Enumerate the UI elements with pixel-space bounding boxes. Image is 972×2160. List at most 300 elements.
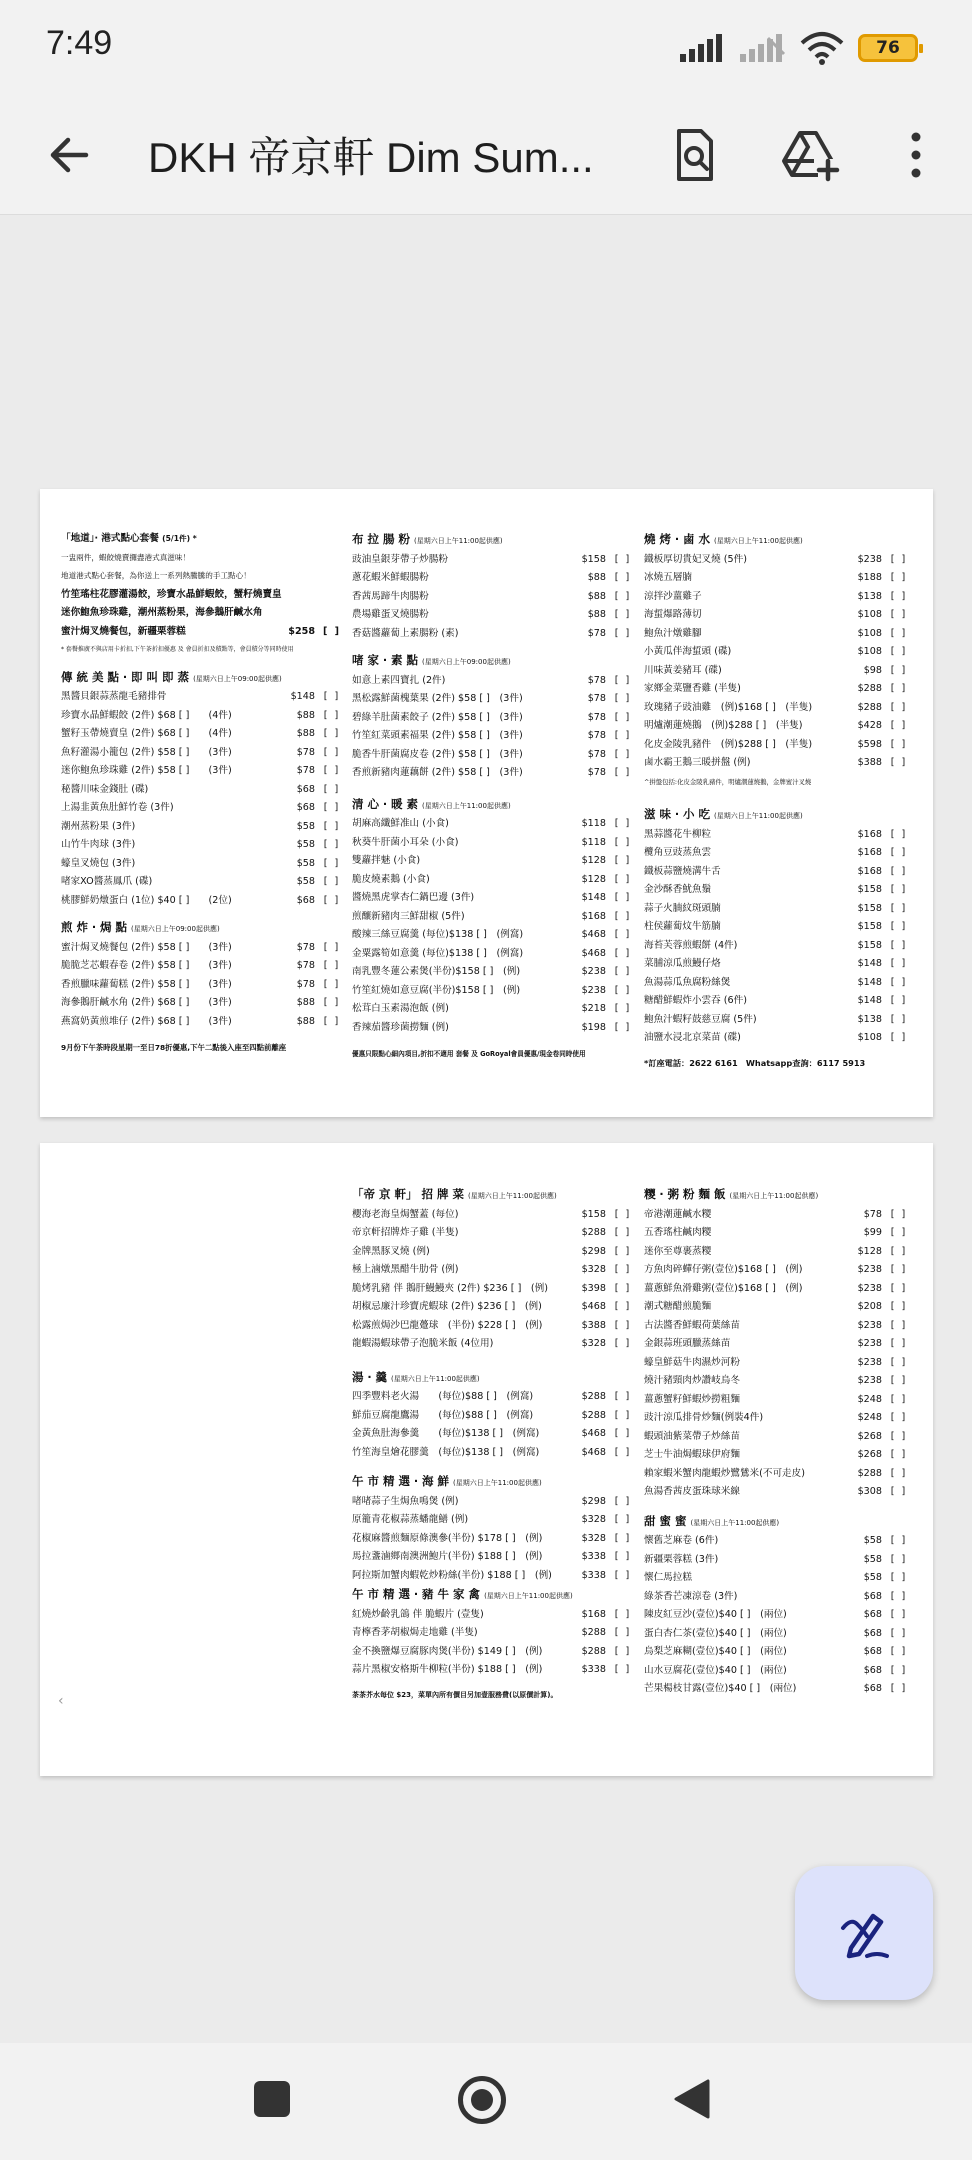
back-arrow-icon[interactable] (42, 125, 102, 185)
item-checkbox[interactable]: [ ] (323, 783, 341, 795)
menu-item (352, 709, 640, 728)
item-price: $288 (857, 701, 882, 713)
recent-apps-icon[interactable] (254, 2081, 290, 2117)
item-checkbox[interactable]: [ ] (614, 627, 632, 639)
item-name: 金沙酥香魷魚鬚 (644, 884, 712, 895)
menu-item (352, 1261, 640, 1280)
platter-note: ^拼盤包括:化皮金陵乳豬件，明爐潮蓮燒鵝，金牌蜜汁叉燒 (644, 777, 812, 786)
menu-list (61, 939, 349, 1032)
item-checkbox[interactable]: [ ] (890, 939, 908, 951)
item-checkbox[interactable]: [ ] (614, 748, 632, 760)
item-checkbox[interactable]: [ ] (890, 1282, 908, 1294)
item-checkbox[interactable]: [ ] (890, 1449, 908, 1460)
item-price: $148 (290, 691, 315, 702)
menu-item (61, 939, 349, 958)
menu-item (352, 672, 640, 691)
menu-item (61, 976, 349, 995)
item-checkbox[interactable]: [ ] (890, 1208, 908, 1220)
item-checkbox[interactable]: [ ] (323, 728, 341, 739)
item-checkbox[interactable]: [ ] (323, 691, 341, 702)
item-price: $158 (581, 553, 606, 565)
item-name: 紅燒炒齡乳鴿 伴 脆蝦片 (壹隻) (352, 1608, 484, 1620)
item-name: 酸辣三絲豆腐羹 (每位)$138 [ ] (例窩) (352, 929, 524, 940)
pdf-page-1[interactable] (40, 489, 933, 1117)
item-checkbox[interactable]: [ ] (614, 767, 632, 778)
item-checkbox[interactable]: [ ] (890, 683, 908, 694)
item-checkbox[interactable]: [ ] (890, 1356, 908, 1368)
item-checkbox[interactable]: [ ] (614, 1003, 632, 1014)
menu-column-3 (644, 1185, 916, 1699)
item-checkbox[interactable]: [ ] (323, 894, 341, 906)
item-checkbox[interactable]: [ ] (614, 947, 632, 959)
item-name: 魚湯香茜皮蛋珠球米線 (644, 1486, 740, 1497)
menu-item (352, 1388, 640, 1407)
item-name: 芒果楊枝甘露(壹位)$40 [ ] (兩位) (644, 1683, 797, 1694)
item-name: 綠茶香芒凍涼卷 (3件) (644, 1590, 738, 1602)
item-checkbox[interactable]: [ ] (890, 1683, 908, 1694)
item-name: 方魚肉碎蟬仔粥(壹位)$168 [ ] (例) (644, 1264, 803, 1275)
menu-item (352, 1019, 640, 1038)
item-checkbox[interactable]: [ ] (614, 1645, 632, 1657)
menu-item (644, 1391, 916, 1410)
item-checkbox[interactable]: [ ] (890, 1393, 908, 1405)
item-checkbox[interactable]: [ ] (890, 1572, 908, 1583)
item-checkbox[interactable]: [ ] (890, 1590, 908, 1602)
item-name: 烏梨芝麻糊(壹位)$40 [ ] (兩位) (644, 1646, 787, 1657)
item-checkbox[interactable]: [ ] (614, 892, 632, 903)
item-name: 胡麻高纖鮮准山 (小食) (352, 818, 449, 829)
menu-list (644, 551, 916, 773)
menu-item (644, 1029, 916, 1048)
item-checkbox[interactable]: [ ] (890, 1609, 908, 1620)
item-price: $88 (296, 728, 315, 739)
item-checkbox[interactable]: [ ] (323, 876, 341, 887)
item-name: 秋葵牛肝菌小耳朵 (小食) (352, 836, 459, 848)
menu-item (352, 963, 640, 982)
document-title: DKH 帝京軒 Dim Sum... (148, 134, 594, 181)
menu-item (61, 818, 349, 837)
menu-item (644, 1261, 916, 1280)
item-name: 醬燒黑虎掌杏仁鍋巴邊 (3件) (352, 892, 475, 903)
item-price: $238 (857, 553, 882, 565)
back-triangle-icon[interactable] (672, 2077, 712, 2121)
item-price: $148 (857, 958, 882, 969)
item-name: 珍寶水晶鮮蝦餃 (2件) $68 [ ] (4件) (61, 709, 232, 721)
item-name: 香辣茄醬珍菌撈麵 (例) (352, 1021, 449, 1033)
item-price: $238 (581, 984, 606, 996)
item-checkbox[interactable]: [ ] (890, 865, 908, 877)
menu-item (644, 1243, 916, 1262)
item-checkbox[interactable]: [ ] (890, 757, 908, 768)
item-name: 香煎臘味蘿蔔糕 (2件) $58 [ ] (3件) (61, 978, 232, 990)
item-checkbox[interactable]: [ ] (614, 1301, 632, 1312)
item-name: 金不換鹽爆豆腐豚肉煲(半份) $149 [ ] (例) (352, 1645, 543, 1657)
item-price: $58 (863, 1572, 882, 1583)
item-checkbox[interactable]: [ ] (890, 627, 908, 639)
item-name: 南乳豐冬蓮公素煲(半份)$158 [ ] (例) (352, 966, 521, 977)
item-checkbox[interactable]: [ ] (614, 674, 632, 686)
item-checkbox[interactable]: [ ] (323, 765, 341, 776)
item-checkbox[interactable]: [ ] (614, 1428, 632, 1439)
item-checkbox[interactable]: [ ] (614, 711, 632, 723)
section-title: 甜 蜜 蜜 (星期六日上午11:00起供應) (644, 1513, 780, 1528)
item-checkbox[interactable]: [ ] (890, 1032, 908, 1043)
menu-item (352, 871, 640, 890)
item-checkbox[interactable]: [ ] (614, 572, 632, 583)
status-time: 7:49 (46, 24, 113, 62)
item-name: 農場雞蛋叉燒腸粉 (352, 609, 429, 620)
item-checkbox[interactable]: [ ] (614, 1569, 632, 1581)
item-name: 魚籽灌湯小籠包 (2件) $58 [ ] (3件) (61, 746, 232, 758)
item-price: $148 (857, 995, 882, 1006)
item-checkbox[interactable]: [ ] (614, 929, 632, 940)
menu-item (352, 1661, 640, 1680)
item-checkbox[interactable]: [ ] (890, 1646, 908, 1657)
item-checkbox[interactable]: [ ] (890, 884, 908, 895)
item-price: $128 (581, 873, 606, 885)
item-name: 潮式糖醋煎脆麵 (644, 1301, 712, 1312)
item-name: 古法醬香鮮蝦荷葉絲苗 (644, 1319, 740, 1331)
item-checkbox[interactable]: [ ] (614, 873, 632, 885)
item-price: $168 (857, 865, 882, 877)
item-checkbox[interactable]: [ ] (614, 1608, 632, 1620)
item-price: $238 (857, 1338, 882, 1349)
item-price: $58 (863, 1553, 882, 1565)
item-price: $128 (581, 855, 606, 866)
item-price: $468 (581, 1301, 606, 1312)
menu-item (644, 625, 916, 644)
item-checkbox[interactable]: [ ] (614, 1208, 632, 1220)
item-checkbox[interactable]: [ ] (323, 709, 341, 721)
item-checkbox[interactable]: [ ] (323, 960, 341, 971)
item-name: 雙蘿拌魅 (小食) (352, 855, 421, 866)
menu-item (352, 1298, 640, 1317)
item-name: 馬拉盞滷鄉南澳洲鮑片(半份) $188 [ ] (例) (352, 1551, 543, 1562)
set-menu-title: 「地道」‧ 港式點心套餐 (5/1件) * (61, 533, 197, 544)
item-price: $78 (587, 748, 606, 760)
item-checkbox[interactable]: [ ] (890, 958, 908, 969)
item-name: 潮州蒸粉果 (3件) (61, 820, 136, 832)
menu-item (352, 945, 640, 964)
menu-item (644, 1465, 916, 1484)
item-price: $68 (863, 1609, 882, 1620)
menu-item (644, 1224, 916, 1243)
more-options-icon[interactable] (886, 125, 946, 185)
menu-item (644, 1409, 916, 1428)
item-checkbox[interactable]: [ ] (890, 1627, 908, 1639)
item-checkbox[interactable]: [ ] (614, 818, 632, 829)
menu-item (644, 754, 916, 773)
menu-item (61, 1013, 349, 1032)
menu-item (644, 863, 916, 882)
item-price: $98 (863, 664, 882, 676)
item-checkbox[interactable]: [ ] (614, 1664, 632, 1675)
item-checkbox[interactable]: [ ] (323, 1015, 341, 1027)
item-name: 薑蔥鮮魚滑雞粥(壹位)$168 [ ] (例) (644, 1282, 803, 1294)
item-checkbox[interactable]: [ ] (890, 828, 908, 840)
search-in-document-icon[interactable] (665, 125, 725, 185)
item-checkbox[interactable]: [ ] (323, 978, 341, 990)
item-name: 煎釀新豬肉三鮮甜椒 (5件) (352, 910, 465, 922)
item-checkbox[interactable]: [ ] (890, 720, 908, 731)
item-checkbox[interactable]: [ ] (890, 1375, 908, 1386)
item-price: $148 (581, 892, 606, 903)
annotate-button[interactable] (795, 1866, 933, 2000)
item-checkbox[interactable]: [ ] (890, 664, 908, 676)
status-icons (680, 28, 918, 68)
item-checkbox[interactable]: [ ] (890, 701, 908, 713)
item-price: $68 (863, 1590, 882, 1602)
item-checkbox[interactable]: [ ] (614, 730, 632, 741)
item-name: 海參鵝肝鹹水角 (2件) $68 [ ] (3件) (61, 997, 232, 1008)
menu-item (352, 1407, 640, 1426)
item-checkbox[interactable]: [ ] (323, 839, 341, 850)
item-checkbox[interactable]: [ ] (614, 1514, 632, 1525)
item-checkbox[interactable]: [ ] (614, 984, 632, 996)
item-checkbox[interactable]: [ ] (890, 921, 908, 932)
menu-item (644, 1446, 916, 1465)
menu-item (61, 762, 349, 781)
item-name: 極上滷燉黑醋牛肋骨 (例) (352, 1264, 459, 1275)
item-checkbox[interactable]: [ ] (614, 1532, 632, 1544)
item-price: $128 (857, 1245, 882, 1257)
item-name: 油鹽水浸北京菜苗 (碟) (644, 1032, 741, 1043)
menu-item (61, 799, 349, 818)
item-name: 金牌黑豚叉燒 (例) (352, 1245, 430, 1257)
status-bar (0, 0, 972, 95)
item-name: 鮑魚汁蝦籽鼓慈豆腐 (5件) (644, 1013, 757, 1025)
item-name: 芝士牛油焗蝦球伊府麵 (644, 1449, 740, 1460)
item-name: 帝港潮蓮鹹水糭 (644, 1208, 712, 1220)
item-checkbox[interactable]: [ ] (323, 941, 341, 953)
item-checkbox[interactable]: [ ] (890, 1664, 908, 1676)
item-price: $108 (857, 646, 882, 657)
item-checkbox[interactable]: [ ] (614, 693, 632, 704)
item-name: 啫家XO醬蒸鳳爪 (碟) (61, 876, 153, 887)
item-checkbox[interactable]: [ ] (890, 738, 908, 750)
item-checkbox[interactable]: [ ] (890, 1535, 908, 1546)
item-name: 燒汁豬頸肉炒讚岐烏冬 (644, 1375, 740, 1386)
item-price: $218 (581, 1003, 606, 1014)
item-checkbox[interactable]: [ ] (614, 1245, 632, 1257)
item-price: $88 (587, 572, 606, 583)
item-checkbox[interactable]: [ ] (890, 572, 908, 583)
menu-item (352, 1530, 640, 1549)
menu-column-3 (644, 530, 916, 1072)
item-checkbox[interactable]: [ ] (614, 1282, 632, 1294)
item-price: $78 (587, 627, 606, 639)
item-checkbox[interactable]: [ ] (614, 1627, 632, 1638)
menu-item (61, 836, 349, 855)
item-checkbox[interactable]: [ ] (614, 1409, 632, 1421)
menu-item (352, 569, 640, 588)
item-price: $78 (296, 978, 315, 990)
item-name: 蒜子火腩紋斑頭腩 (644, 902, 721, 914)
menu-item (644, 1280, 916, 1299)
item-price: $78 (863, 1208, 882, 1220)
item-checkbox[interactable]: [ ] (890, 1412, 908, 1423)
item-checkbox[interactable]: [ ] (890, 553, 908, 565)
item-price: $78 (296, 941, 315, 953)
item-checkbox[interactable]: [ ] (614, 1551, 632, 1562)
item-name: 青檸香茅胡椒焗走地雞 (半隻) (352, 1627, 478, 1638)
signal-icon (680, 34, 726, 62)
section-title: 清 心 ‧ 暖 素 (星期六日上午11:00起供應) (352, 796, 511, 811)
menu-list (352, 672, 640, 783)
item-checkbox[interactable]: [ ] (890, 609, 908, 620)
item-name: 川味黃姜豬耳 (碟) (644, 664, 722, 676)
menu-list (644, 1206, 916, 1502)
item-checkbox[interactable]: [ ] (614, 1319, 632, 1331)
menu-item (352, 727, 640, 746)
item-checkbox[interactable]: [ ] (890, 1430, 908, 1442)
item-checkbox[interactable]: [ ] (890, 902, 908, 914)
menu-item (644, 643, 916, 662)
item-checkbox[interactable]: [ ] (614, 910, 632, 922)
item-checkbox[interactable]: [ ] (614, 590, 632, 602)
signal-weak-icon (740, 34, 786, 62)
menu-item (352, 852, 640, 871)
item-price: $68 (296, 802, 315, 813)
menu-list (352, 1206, 640, 1354)
save-to-drive-icon[interactable] (780, 125, 840, 185)
menu-item (352, 1493, 640, 1512)
item-price: $468 (581, 1428, 606, 1439)
menu-item (644, 1643, 916, 1662)
item-price: $78 (296, 765, 315, 776)
item-checkbox[interactable]: [ ] (614, 1391, 632, 1402)
menu-item (644, 1588, 916, 1607)
menu-item (644, 1606, 916, 1625)
item-name: 山水豆腐花(壹位)$40 [ ] (兩位) (644, 1664, 787, 1676)
item-price: $158 (857, 939, 882, 951)
item-checkbox[interactable]: [ ] (614, 1021, 632, 1033)
item-name: 香菇醬蘿蔔上素腸粉 (素) (352, 627, 459, 639)
menu-item (352, 1444, 640, 1463)
item-checkbox[interactable]: [ ] (614, 1338, 632, 1349)
item-name: 松茸白玉素湯泡飯 (例) (352, 1003, 449, 1014)
home-icon[interactable] (458, 2076, 506, 2124)
item-name: 竹笙紅菜頭素福果 (2件) $58 [ ] (3件) (352, 730, 523, 741)
menu-item (644, 588, 916, 607)
item-checkbox[interactable]: [ ] (890, 976, 908, 988)
item-price: $268 (857, 1430, 882, 1442)
item-checkbox[interactable]: [ ] (614, 855, 632, 866)
item-checkbox[interactable]: [ ] (323, 857, 341, 869)
item-checkbox[interactable]: [ ] (890, 590, 908, 602)
item-name: 脆脆芝芯蝦春卷 (2件) $58 [ ] (3件) (61, 960, 232, 971)
item-name: 糖醋鮮蝦炸小雲吞 (6件) (644, 995, 747, 1006)
menu-item (644, 881, 916, 900)
item-price: $328 (581, 1338, 606, 1349)
item-price: $78 (587, 711, 606, 723)
item-checkbox[interactable]: [ ] (614, 553, 632, 565)
item-name: 海蜇爆路薄切 (644, 609, 702, 620)
item-checkbox[interactable]: [ ] (323, 997, 341, 1008)
item-price: $388 (581, 1319, 606, 1331)
item-price: $78 (587, 674, 606, 686)
item-name: 黑醬貝銀蒜蒸龍毛豬排骨 (61, 691, 167, 702)
set-menu-items: 迷你鮑魚珍珠雞，潮州蒸粉果，海參鵝肝鹹水角 (61, 607, 263, 618)
menu-item (352, 1567, 640, 1586)
item-checkbox[interactable]: [ ] (890, 1338, 908, 1349)
item-name: 化皮金陵乳豬件 (例)$288 [ ] (半隻) (644, 738, 813, 750)
item-checkbox[interactable]: [ ] (323, 820, 341, 832)
item-name: 花椒麻醬煎麵原條澳參(半份) $178 [ ] (例) (352, 1532, 543, 1544)
menu-item (644, 1662, 916, 1681)
item-checkbox[interactable]: [ ] (890, 1486, 908, 1497)
menu-item (352, 1511, 640, 1530)
page-footer-note: 優惠只限點心細內項目,折扣不適用 套餐 及 GoRoyal會員優惠/現金卷同時使用 (352, 1050, 586, 1058)
item-checkbox[interactable]: [ ] (614, 1227, 632, 1238)
item-price: $158 (857, 884, 882, 895)
item-price: $388 (857, 757, 882, 768)
item-checkbox[interactable]: [ ] (890, 1227, 908, 1238)
menu-item (644, 918, 916, 937)
item-checkbox[interactable]: [ ] (323, 746, 341, 758)
item-name: 懷舊芝麻卷 (6件) (644, 1535, 719, 1546)
item-checkbox[interactable]: [ ] (890, 1264, 908, 1275)
menu-item (352, 1425, 640, 1444)
item-name: 玫瑰豬子豉油雞 (例)$168 [ ] (半隻) (644, 701, 813, 713)
item-price: $78 (296, 960, 315, 971)
menu-item (61, 744, 349, 763)
item-name: 鮑魚汁燉雞腳 (644, 627, 702, 639)
item-checkbox[interactable]: [ ] (614, 1264, 632, 1275)
item-checkbox[interactable]: [ ] (890, 1553, 908, 1565)
item-name: 魚湯蒜瓜魚腐粉絲煲 (644, 976, 731, 988)
item-name: 香煎新豬肉蓮藕餅 (2件) $58 [ ] (3件) (352, 767, 523, 778)
item-price: $88 (296, 709, 315, 721)
menu-item (352, 1624, 640, 1643)
pdf-page-2[interactable] (40, 1143, 933, 1776)
item-checkbox[interactable]: [ ] (614, 1495, 632, 1507)
item-name: 金黃魚肚海參羹 (每位)$138 [ ] (例窩) (352, 1428, 540, 1439)
menu-item (352, 551, 640, 570)
item-checkbox[interactable]: [ ] (890, 1319, 908, 1331)
item-checkbox[interactable]: [ ] (614, 836, 632, 848)
item-checkbox[interactable]: [ ] (890, 646, 908, 657)
item-price: $208 (857, 1301, 882, 1312)
menu-item (61, 873, 349, 892)
menu-item (61, 725, 349, 744)
item-checkbox[interactable]: [ ] (890, 847, 908, 858)
menu-item (644, 974, 916, 993)
item-checkbox[interactable]: [ ] (890, 995, 908, 1006)
item-price: $68 (296, 894, 315, 906)
system-nav-bar (0, 2043, 972, 2160)
menu-item (644, 992, 916, 1011)
item-checkbox[interactable]: [ ] (323, 802, 341, 813)
item-price: $138 (857, 1013, 882, 1025)
item-checkbox[interactable]: [ ] (890, 1467, 908, 1479)
item-checkbox[interactable]: [ ] (614, 1446, 632, 1458)
item-name: 豉汁涼瓜排骨炒麵(例裝4件) (644, 1412, 764, 1423)
menu-item (352, 764, 640, 783)
item-price: $288 (581, 1627, 606, 1638)
item-name: 黑松露鮮菌槐葉果 (2件) $58 [ ] (3件) (352, 693, 523, 704)
item-name: 新疆栗蓉糕 (3件) (644, 1553, 719, 1565)
item-price: $288 (857, 1467, 882, 1479)
item-checkbox[interactable]: [ ] (890, 1301, 908, 1312)
item-price: $248 (857, 1412, 882, 1423)
item-checkbox[interactable]: [ ] (890, 1245, 908, 1257)
item-price: $238 (857, 1264, 882, 1275)
item-checkbox[interactable]: [ ] (614, 966, 632, 977)
item-checkbox[interactable]: [ ] (890, 1013, 908, 1025)
item-checkbox[interactable]: [ ] (614, 609, 632, 620)
item-name: 金粟露筍如意羹 (每位)$138 [ ] (例窩) (352, 947, 524, 959)
